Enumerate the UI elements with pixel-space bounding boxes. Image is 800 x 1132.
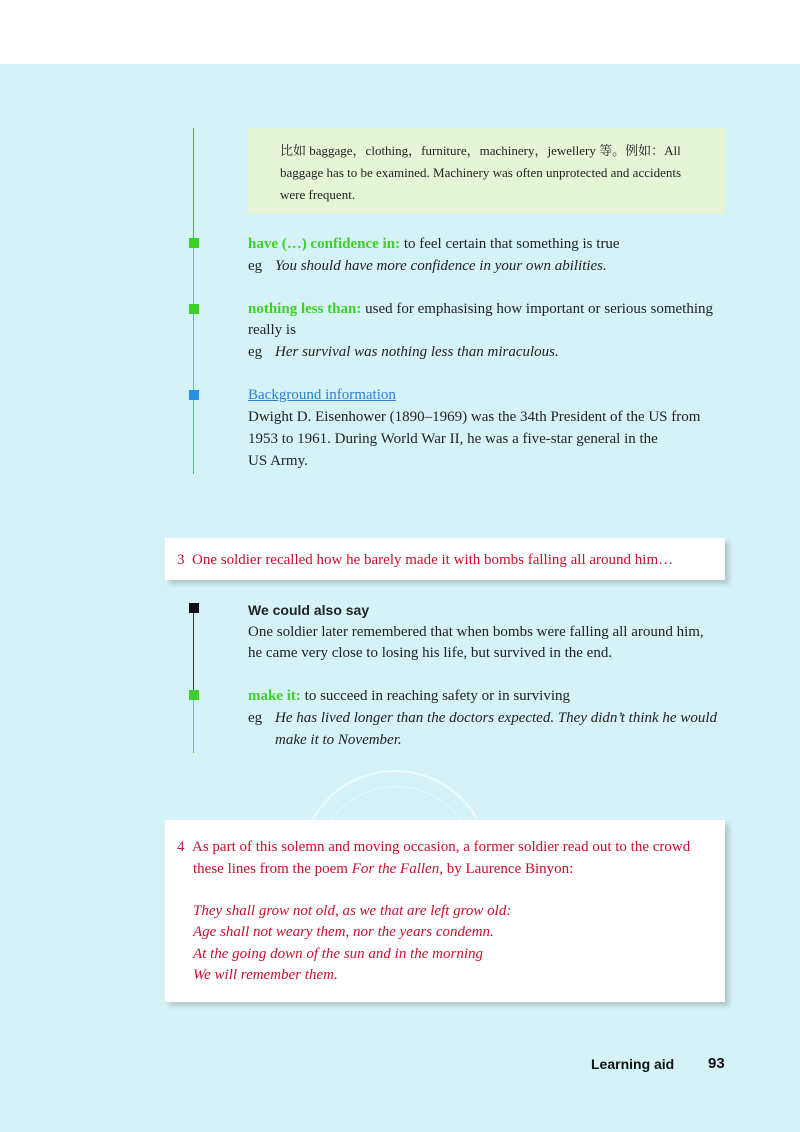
example-sentence: You should have more confidence in your own abilities. — [275, 258, 607, 274]
entry-term: make it: — [248, 688, 301, 704]
also-say-line: One soldier later remembered that when bombs were falling all around him, — [248, 624, 704, 640]
entry-example — [248, 255, 607, 277]
eg-label: eg — [248, 344, 263, 360]
entry-make-it — [248, 685, 570, 707]
footer-section-label: Learning aid — [591, 1056, 675, 1072]
entry-example — [248, 707, 717, 729]
poem-line: At the going down of the sun and in the morning — [193, 946, 483, 962]
quote-sentence: these lines from the poem — [193, 861, 352, 877]
entry-definition: to feel certain that something is true — [400, 236, 620, 252]
background-line: 1953 to 1961. During World War II, he was a five-star general in the — [248, 431, 658, 447]
quote-3-text — [177, 549, 673, 571]
poem-line: We will remember them. — [193, 967, 338, 983]
entry-nothing-less — [248, 298, 713, 320]
page-number: 93 — [708, 1055, 725, 1072]
entry-confidence — [248, 233, 620, 255]
green-square-marker — [189, 238, 199, 248]
quote-sentence: As part of this solemn and moving occasion, a former soldier read out to the crowd — [192, 839, 691, 855]
poem-line: Age shall not weary them, nor the years condemn. — [193, 924, 494, 940]
vertical-rule-green — [193, 242, 194, 394]
poem-line: They shall grow not old, as we that are left grow old: — [193, 903, 512, 919]
background-info-link[interactable]: Background information — [248, 387, 396, 403]
quote-number: 3 — [177, 552, 185, 568]
entry-definition: used for emphasising how important or serious something — [361, 301, 713, 317]
blue-square-marker — [189, 390, 199, 400]
quote-sentence: , by Laurence Binyon: — [439, 861, 574, 877]
entry-example — [248, 341, 559, 363]
also-say-heading: We could also say — [248, 602, 370, 618]
background-heading — [248, 384, 396, 406]
entry-definition-continued: really is — [248, 322, 296, 338]
background-line: US Army. — [248, 453, 308, 469]
vertical-rule-blue — [193, 394, 194, 474]
note-line: were frequent. — [280, 187, 356, 202]
quote-3-box — [165, 538, 725, 580]
vertical-rule-green-2 — [193, 695, 194, 753]
example-sentence-continued: make it to November. — [275, 732, 402, 748]
background-line: Dwight D. Eisenhower (1890–1969) was the 34th President of the US from — [248, 409, 701, 425]
example-sentence: Her survival was nothing less than miraculous. — [275, 344, 559, 360]
example-sentence: He has lived longer than the doctors expected. They didn’t think he would — [275, 710, 717, 726]
eg-label: eg — [248, 258, 263, 274]
green-square-marker — [189, 690, 199, 700]
vertical-rule-red — [193, 128, 194, 242]
quote-4-line — [193, 858, 573, 880]
note-line: 比如 baggage，clothing，furniture，machinery，jewellery 等。例如：All — [280, 143, 681, 158]
note-line: baggage has to be examined. Machinery was often unprotected and accidents — [280, 165, 682, 180]
green-square-marker — [189, 304, 199, 314]
quote-4-box — [165, 820, 725, 1002]
entry-definition: to succeed in reaching safety or in surviving — [300, 688, 570, 704]
quote-4-line — [177, 836, 690, 858]
entry-term: have (…) confidence in: — [248, 236, 401, 252]
eg-label: eg — [248, 710, 263, 726]
black-square-marker — [189, 603, 199, 613]
poem-title: For the Fallen — [351, 861, 440, 877]
entry-term: nothing less than: — [248, 301, 362, 317]
vertical-rule-dark — [193, 607, 194, 695]
also-say-line: he came very close to losing his life, but survived in the end. — [248, 645, 613, 661]
quote-sentence: One soldier recalled how he barely made it with bombs falling all around him… — [192, 552, 674, 568]
quote-number: 4 — [177, 839, 185, 855]
uncountable-noun-note — [248, 128, 725, 214]
